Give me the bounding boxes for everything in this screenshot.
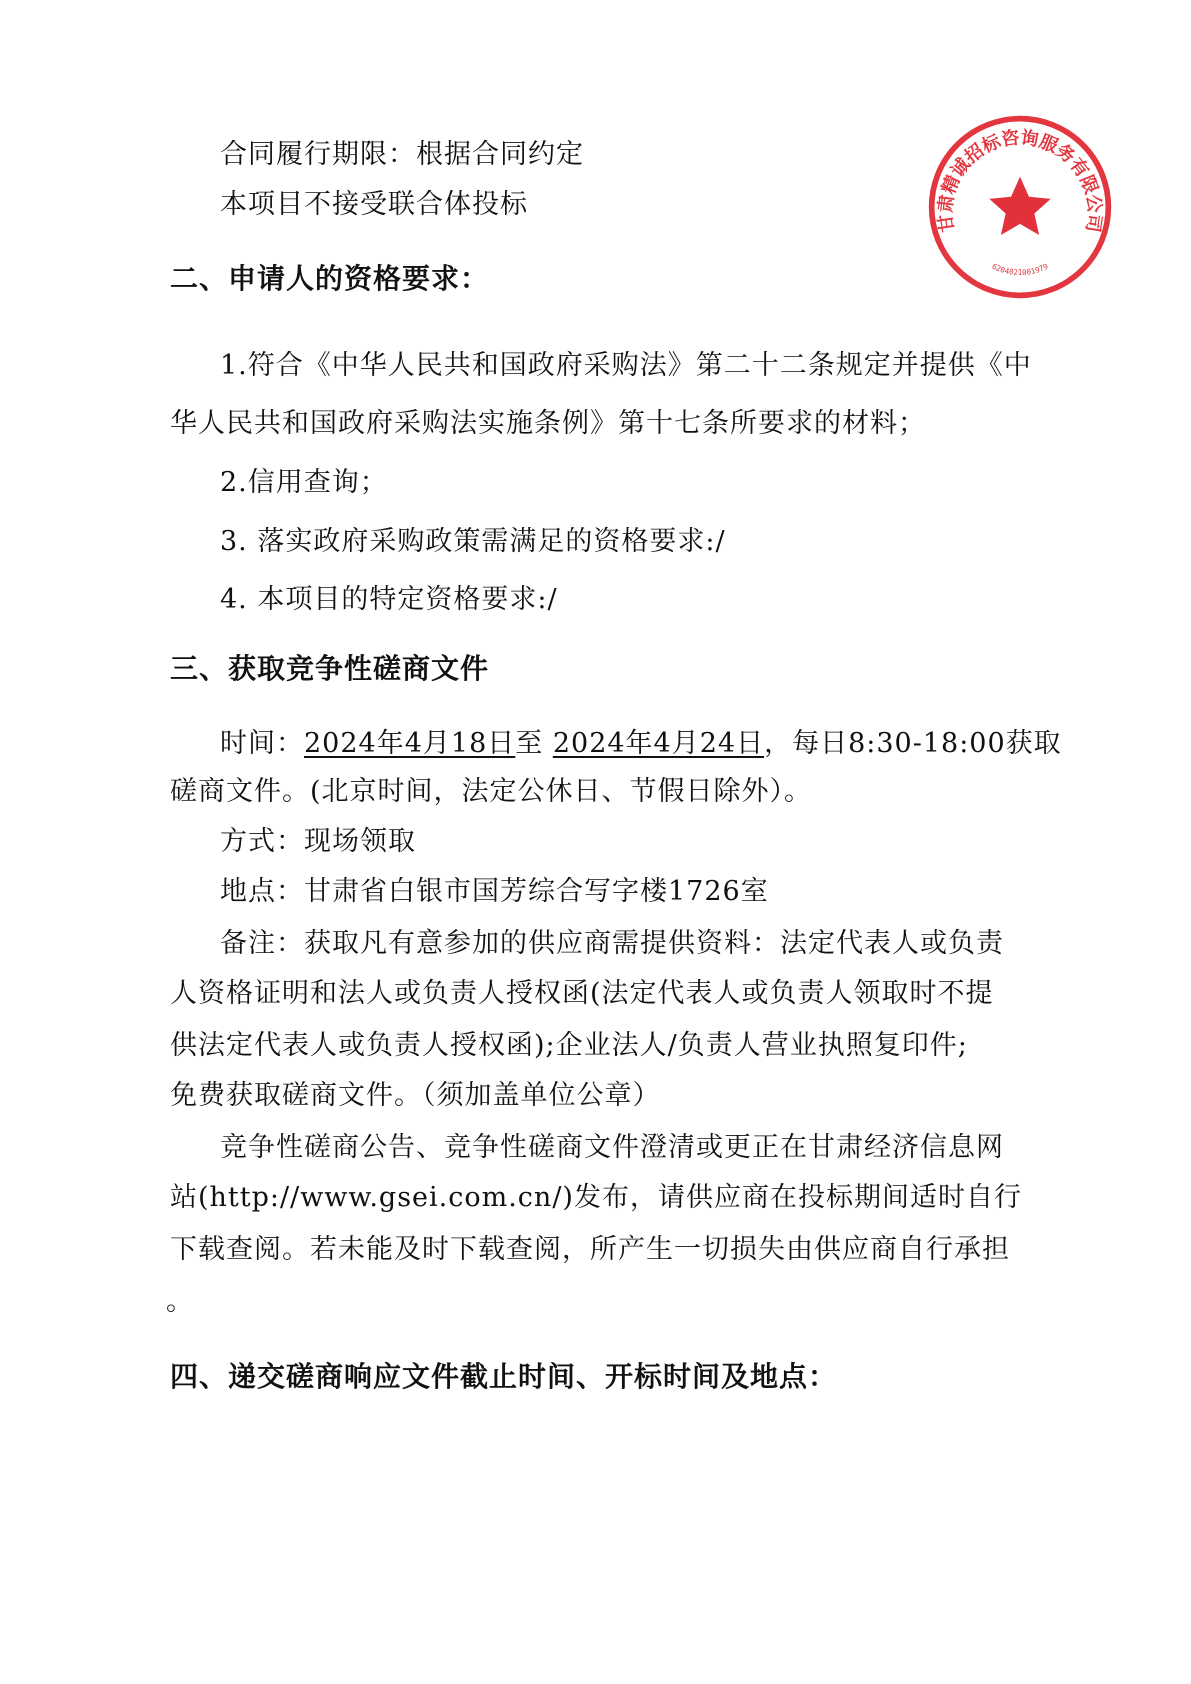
date-start: 2024年4月18日: [304, 728, 516, 759]
company-seal: [925, 112, 1115, 302]
section-heading-submission-deadline: 四、递交磋商响应文件截止时间、开标时间及地点：: [170, 1360, 838, 1393]
star-icon: [989, 177, 1050, 235]
contract-period: 合同履行期限：根据合同约定: [220, 139, 584, 170]
note-line-2: 人资格证明和法人或负责人授权函(法定代表人或负责人领取时不提: [170, 978, 994, 1009]
obtain-time: [220, 728, 1062, 760]
notice-line-2: 站(http://www.gsei.com.cn/)发布，请供应商在投标期间适时自行: [170, 1182, 1022, 1213]
note-line-4: 免费获取磋商文件。（须加盖单位公章）: [170, 1080, 661, 1111]
qualification-item-3: 3. 落实政府采购政策需满足的资格要求:/: [220, 526, 726, 557]
notice-line-1: 竞争性磋商公告、竞争性磋商文件澄清或更正在甘肃经济信息网: [220, 1132, 1004, 1163]
qualification-item-4: 4. 本项目的特定资格要求:/: [220, 584, 558, 615]
obtain-method: 方式：现场领取: [220, 826, 416, 857]
qualification-item-2: 2.信用查询；: [220, 467, 388, 498]
notice-line-4: 。: [166, 1286, 194, 1317]
note-line-3: 供法定代表人或负责人授权函);企业法人/负责人营业执照复印件;: [170, 1030, 968, 1061]
seal-code: 6204021001979: [990, 261, 1050, 278]
seal-company-name: 甘肃精诚招标咨询服务有限公司: [935, 127, 1105, 234]
section-heading-obtain-documents: 三、获取竞争性磋商文件: [170, 652, 490, 685]
note-line-1: 备注：获取凡有意参加的供应商需提供资料：法定代表人或负责: [220, 928, 1004, 959]
date-to: 至: [515, 728, 553, 759]
obtain-time-rest: ，每日8:30-18:00获取: [764, 728, 1062, 759]
obtain-time-label: 时间：: [220, 728, 304, 759]
obtain-time-cont: 磋商文件。(北京时间，法定公休日、节假日除外）。: [170, 776, 813, 807]
qualification-item-1: 1.符合《中华人民共和国政府采购法》第二十二条规定并提供《中: [220, 350, 1032, 381]
obtain-location: 地点：甘肃省白银市国芳综合写字楼1726室: [220, 876, 769, 907]
qualification-item-1-cont: 华人民共和国政府采购法实施条例》第十七条所要求的材料；: [170, 408, 926, 439]
notice-line-3: 下载查阅。若未能及时下载查阅，所产生一切损失由供应商自行承担: [170, 1234, 1010, 1265]
date-end: 2024年4月24日: [552, 728, 765, 759]
section-heading-qualifications: 二、申请人的资格要求：: [170, 262, 490, 295]
no-consortium-note: 本项目不接受联合体投标: [220, 189, 528, 220]
